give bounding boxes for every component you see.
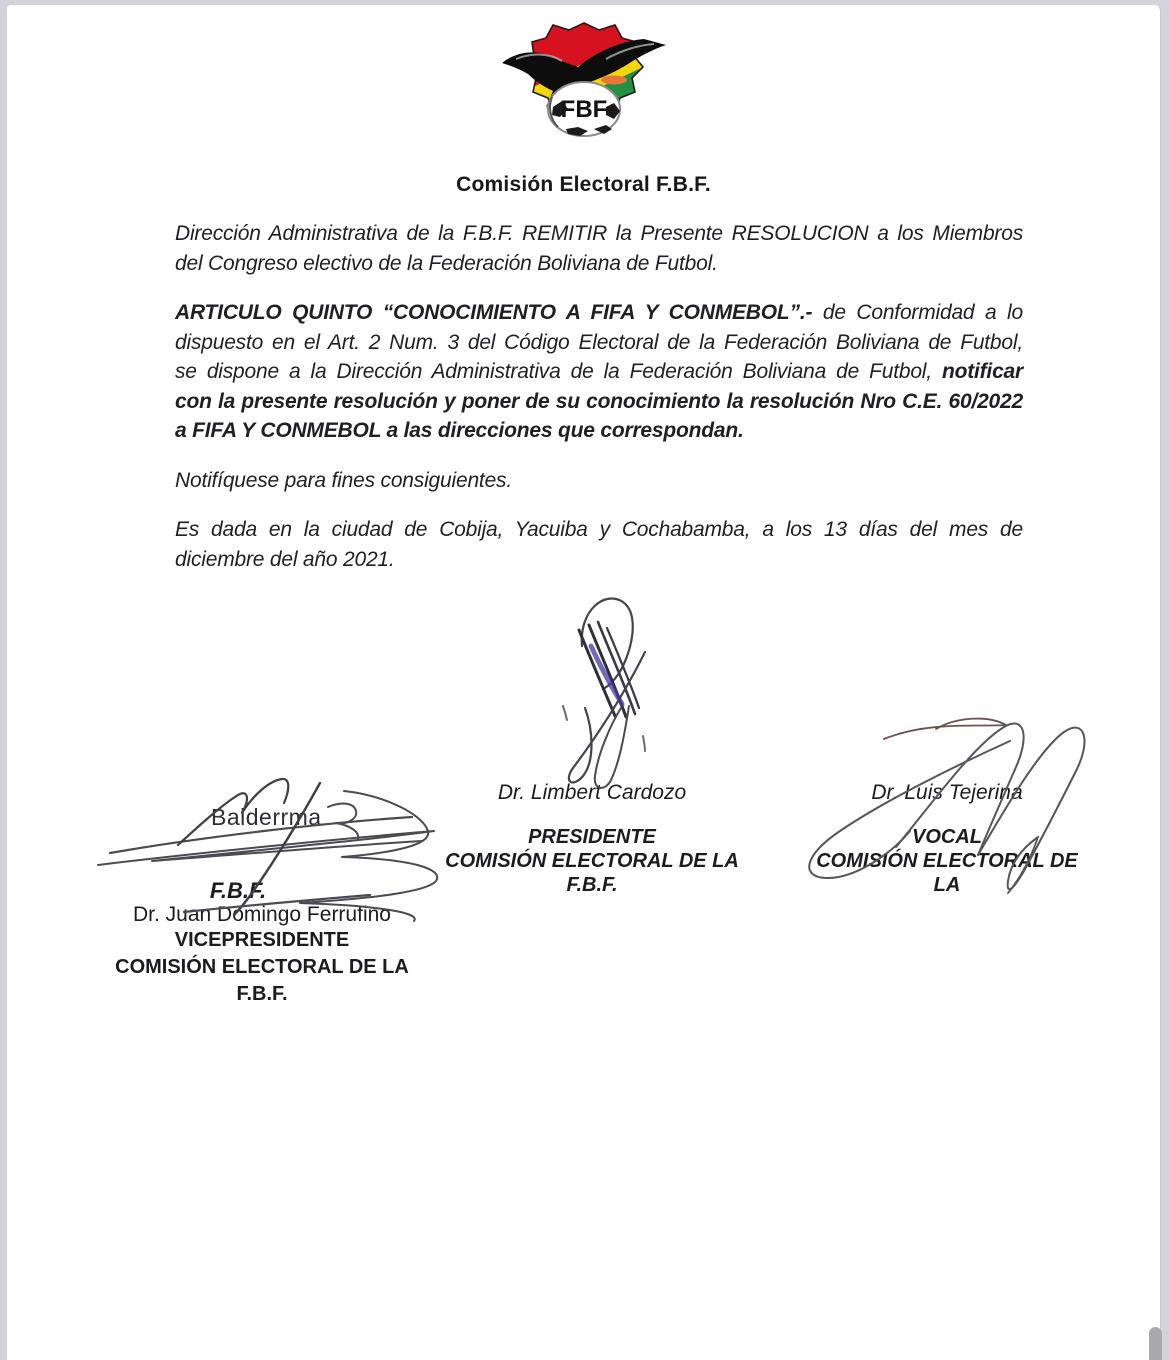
text-run: del Congreso electivo de la Federación Boliviana de Futbol.	[175, 251, 718, 275]
signature-block-vicepresidente	[102, 879, 422, 1008]
text-line	[175, 416, 1023, 446]
text-run-bold: notificar	[941, 360, 1023, 383]
signature-block-presidente	[427, 781, 757, 897]
paragraph-articulo-quinto	[175, 298, 1023, 446]
signatory-org: COMISIÓN ELECTORAL DE LA	[816, 850, 1078, 896]
text-line	[175, 357, 1023, 387]
paragraph-es-dada	[175, 515, 1023, 574]
signatory-org-abbr: F.B.F.	[209, 878, 267, 903]
text-line	[175, 249, 1023, 279]
text-run: diciembre del año 2021.	[175, 547, 395, 571]
scrollbar-thumb[interactable]	[1149, 1327, 1162, 1360]
text-run: Es dada en la ciudad de Cobija, Yacuiba y Cochabamba, a los 13 días del mes de	[175, 518, 1023, 541]
signatory-org: COMISIÓN ELECTORAL DE LA F.B.F.	[445, 850, 739, 896]
text-run: Notifíquese para fines consiguientes.	[175, 468, 512, 492]
page-title: Comisión Electoral F.B.F.	[456, 173, 711, 196]
document-page	[7, 5, 1161, 1360]
text-line	[175, 545, 1023, 575]
text-line	[175, 387, 1023, 417]
fbf-logo	[496, 17, 672, 139]
text-line	[175, 515, 1023, 545]
text-run: se dispone a la Dirección Administrativa de la Federación Boliviana de Futbol,	[175, 360, 942, 383]
text-run: Dirección Administrativa de la F.B.F. REMITIR la Presente RESOLUCION a los Miembros	[175, 222, 1023, 245]
signatory-role: VICEPRESIDENTE	[174, 929, 350, 951]
text-line	[175, 466, 1023, 496]
document-body	[175, 219, 1023, 594]
text-line	[175, 298, 1023, 328]
signature-block-vocal	[802, 781, 1092, 897]
fbf-crest-icon	[496, 17, 672, 139]
fbf-abbr: FBF	[560, 96, 607, 123]
text-run-bold: ARTICULO QUINTO “CONOCIMIENTO A FIFA Y CONMEBOL”.-	[175, 301, 813, 324]
signatory-name: Dr. Limbert Cardozo	[497, 781, 687, 804]
paragraph-notifiquese	[175, 466, 1023, 496]
text-line	[175, 219, 1023, 249]
signature-ink-cardozo	[527, 588, 697, 798]
text-run-bold: con la presente resolución y poner de su conocimiento la resolución Nro C.E. 60/2022	[175, 389, 1023, 413]
signature-overlay-name: Balderrma	[211, 804, 322, 830]
signatory-org: COMISIÓN ELECTORAL DE LA F.B.F.	[115, 956, 409, 1005]
signatory-name: Dr. Luis Tejerina	[871, 781, 1023, 804]
signatory-role: VOCAL	[912, 826, 982, 848]
text-run-bold: a FIFA Y CONMEBOL a las direcciones que correspondan.	[175, 419, 744, 442]
football-icon	[548, 82, 620, 136]
signatory-name: Dr. Juan Domingo Ferrufino	[133, 903, 391, 926]
text-run: de Conformidad a lo	[812, 301, 1024, 324]
signatory-role: PRESIDENTE	[528, 826, 656, 848]
paragraph-remitir	[175, 219, 1023, 278]
crest-detail	[601, 76, 627, 85]
text-line	[175, 328, 1023, 358]
text-run: dispuesto en el Art. 2 Num. 3 del Código Electoral de la Federación Boliviana de Futbol,	[175, 330, 1023, 354]
